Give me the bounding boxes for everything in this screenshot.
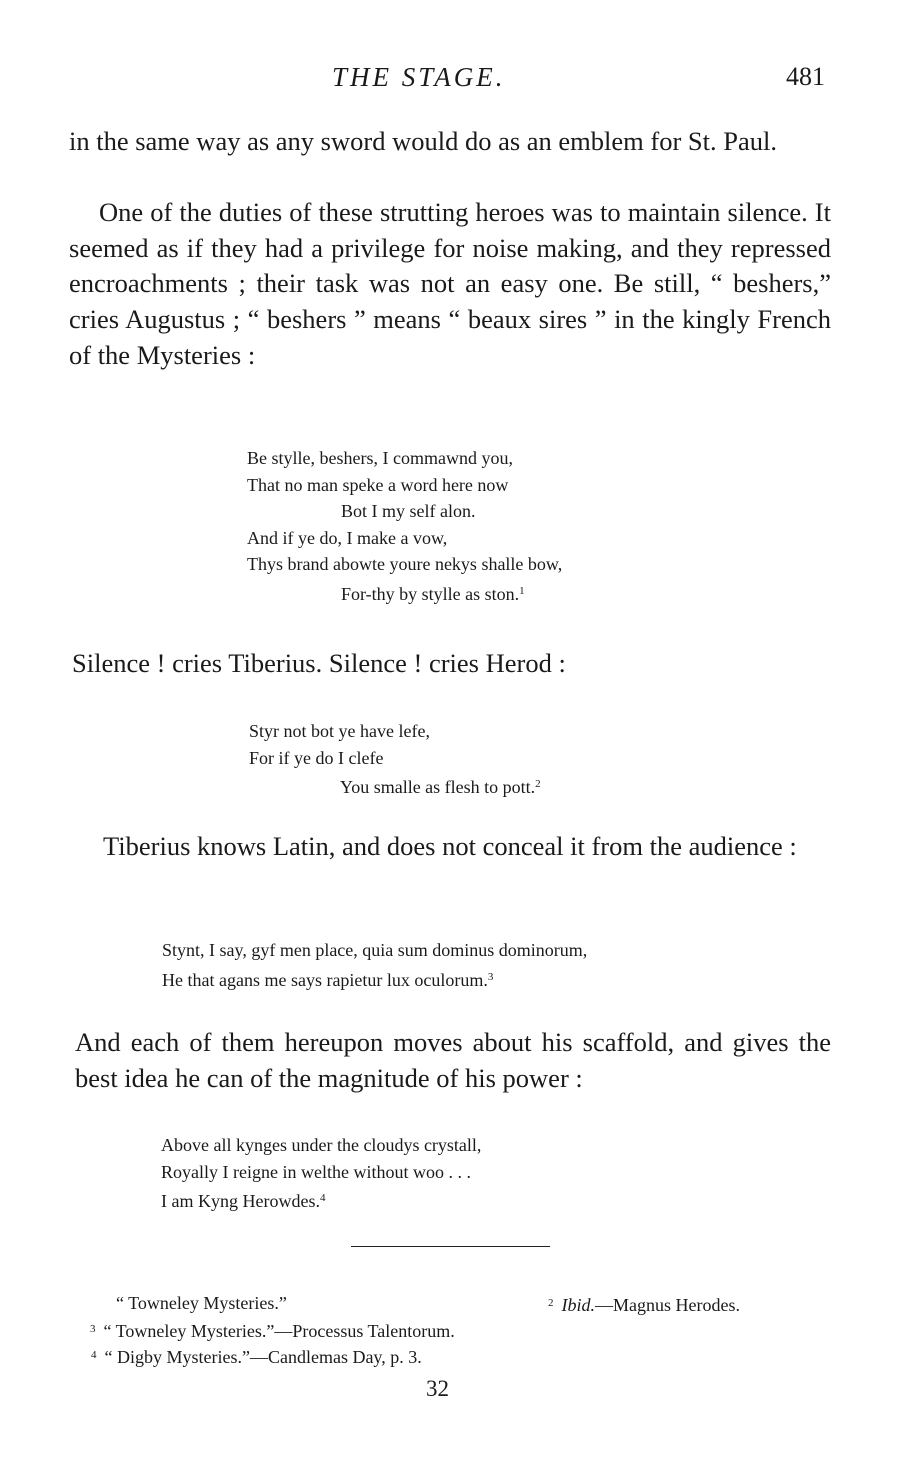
verse-line-text: For-thy by stylle as ston. <box>341 583 520 604</box>
paragraph-text: Tiberius knows Latin, and does not conceal it from the audience : <box>103 831 797 861</box>
verse-line-text: You smalle as flesh to pott. <box>340 777 536 797</box>
verse-line-last <box>161 1185 481 1215</box>
footnote-text: “ Digby Mysteries.”—Candlemas Day, p. 3. <box>104 1347 422 1367</box>
verse-line: Stynt, I say, gyf men place, quia sum dominus dominorum, <box>162 940 588 960</box>
footnote-1 <box>116 1291 287 1315</box>
footnote-mark: 4 <box>91 1349 97 1361</box>
verse-line: That no man speke a word here now <box>247 474 509 495</box>
verse-line: Above all kynges under the cloudys crystall, <box>161 1135 482 1155</box>
footnote-text: —Magnus Herodes. <box>595 1295 740 1315</box>
footnote-ibid: Ibid. <box>561 1295 595 1315</box>
verse-line: Bot I my self alon. <box>341 501 476 521</box>
paragraph-silence: Silence ! cries Tiberius. Silence ! cries Herod : <box>72 648 566 678</box>
verse-quote-tiberius <box>162 937 587 993</box>
footnote-divider <box>351 1246 550 1247</box>
footnote-ref: 2 <box>535 778 541 790</box>
running-head-title: THE STAGE. <box>332 62 506 92</box>
verse-line-text: I am Kyng Herowdes. <box>161 1191 320 1211</box>
verse-line: For if ye do I clefe <box>249 747 384 768</box>
footnote-ref: 4 <box>319 1192 326 1204</box>
paragraph-duties-of-heroes <box>69 195 831 374</box>
verse-line: Thys brand abowte youre nekys shalle bow, <box>247 554 563 574</box>
footnote-text: “ Towneley Mysteries.” <box>116 1293 287 1313</box>
verse-quote-herod <box>249 718 541 801</box>
verse-quote-augustus <box>247 445 562 607</box>
running-head <box>0 62 900 102</box>
paragraph-continuation: in the same way as any sword would do as an emblem for St. Paul. <box>69 126 778 156</box>
verse-line: Royally I reigne in welthe without woo . . . <box>161 1161 471 1182</box>
verse-line: And if ye do, I make a vow, <box>247 527 448 548</box>
footnote-4 <box>91 1343 422 1369</box>
footnote-ref: 1 <box>519 584 525 597</box>
verse-line-last <box>247 578 562 608</box>
footnote-text: “ Towneley Mysteries.”—Processus Talentorum. <box>103 1321 455 1341</box>
paragraph-scaffold: And each of them hereupon moves about his scaffold, and gives the best idea he can of the magnitude of his power : <box>75 1027 831 1093</box>
verse-line: Be stylle, beshers, I commawnd you, <box>247 448 513 468</box>
verse-line-last <box>249 771 541 801</box>
paragraph-tiberius-latin <box>73 829 831 865</box>
page-number: 481 <box>786 62 825 91</box>
footnote-mark: 3 <box>90 1323 96 1335</box>
paragraph-text: One of the duties of these strutting heroes was to maintain silence. It seemed as if they had a privilege for noise making, and they repressed encroachments ; their task was not an easy one. Be still, “ beshers,” cries Augustus ; “ beshers ” means “ beaux sires ” in the kingly French of the Mysteries : <box>69 197 831 370</box>
verse-line: Styr not bot ye have lefe, <box>249 721 430 741</box>
verse-line-last <box>162 964 587 994</box>
verse-line-text: He that agans me says rapietur lux oculorum. <box>162 969 488 990</box>
footnote-mark: 2 <box>548 1297 554 1309</box>
signature-mark: 32 <box>426 1376 449 1401</box>
verse-quote-herowdes <box>161 1132 481 1215</box>
footnote-2 <box>548 1291 740 1317</box>
footnote-3 <box>90 1317 455 1343</box>
footnote-ref: 3 <box>487 970 494 983</box>
